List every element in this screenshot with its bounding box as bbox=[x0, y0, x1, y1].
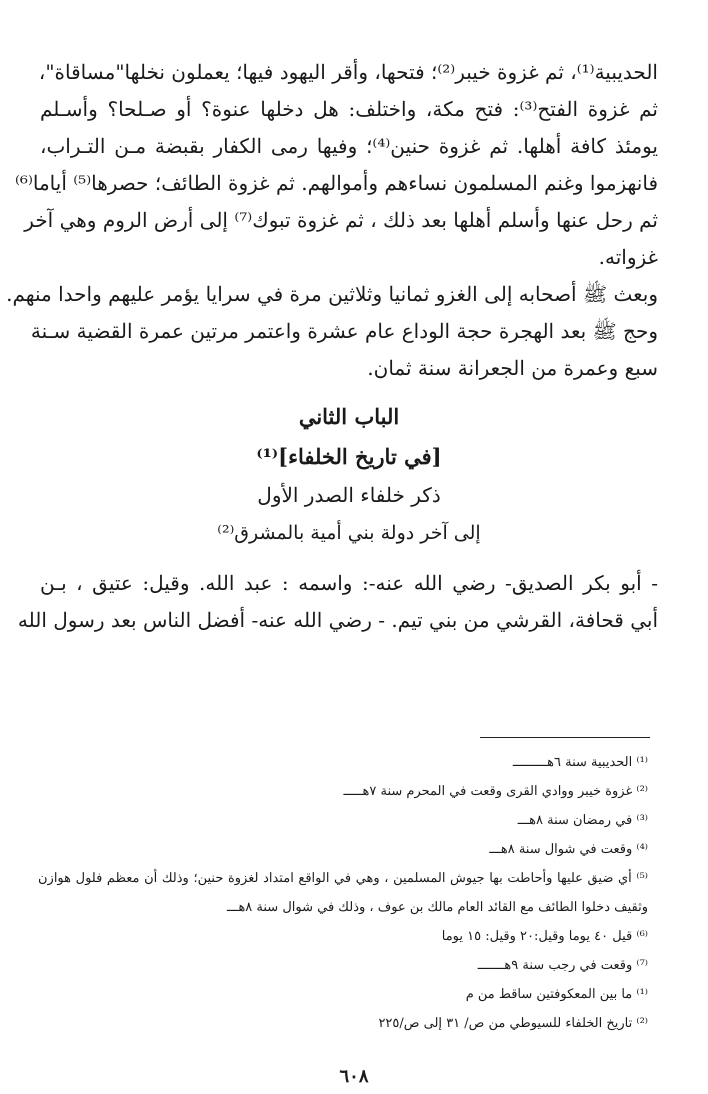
text-line: الحديبية⁽¹⁾، ثم غزوة خيبر⁽²⁾؛ فتحها، وأقر اليهود فيها؛ يعملون نخلها"مساقاة"، bbox=[38, 60, 658, 84]
footnote: ⁽⁴⁾ وقعت في شوال سنة ٨هـــ bbox=[489, 842, 648, 857]
footnote: ⁽²⁾ غزوة خيبر ووادي القرى وقعت في المحرم سنة ٧هـــــ bbox=[343, 784, 648, 799]
page-number: ٦٠٨ bbox=[339, 1066, 369, 1087]
footnote: ⁽⁷⁾ وقعت في رجب سنة ٩هـــــــ bbox=[477, 958, 648, 973]
text-line: غزواته. bbox=[598, 245, 658, 269]
chapter-subtitle: [في تاريخ الخلفاء]⁽¹⁾ bbox=[256, 444, 442, 469]
footnote: ⁽⁶⁾ قيل ٤٠ يوما وقيل:٢٠ وقيل: ١٥ يوما bbox=[441, 929, 648, 944]
text-line: سبع وعمرة من الجعرانة سنة ثمان. bbox=[367, 356, 658, 380]
footnote: ⁽³⁾ في رمضان سنة ٨هـــ bbox=[517, 813, 648, 828]
text-line: أبي قحافة، القرشي من بني تيم. - رضي الله عنه- أفضل الناس بعد رسول الله bbox=[17, 608, 658, 632]
text-line: - أبو بكر الصديق- رضي الله عنه-: واسمه : عبد الله. وقيل: عتيق ، بـن bbox=[40, 571, 658, 595]
footnote: ⁽¹⁾ ما بين المعكوفتين ساقط من م bbox=[465, 987, 648, 1002]
chapter-title: الباب الثاني bbox=[298, 404, 400, 429]
text-line: يومئذ كافة أهلها. ثم غزوة حنين⁽⁴⁾؛ وفيها رمى الكفار بقبضة مـن التـراب، bbox=[40, 134, 658, 158]
footnote: ⁽¹⁾ الحديبية سنة ٦هـــــــــ bbox=[512, 755, 648, 770]
section-subtitle: إلى آخر دولة بني أمية بالمشرق⁽²⁾ bbox=[217, 522, 481, 544]
footnotes bbox=[38, 748, 648, 1038]
footnote: وثقيف دخلوا الطائف مع القائد العام مالك بن عوف ، وذلك في شوال سنة ٨هـــ bbox=[227, 900, 648, 915]
footnote: ⁽²⁾ تاريخ الخلفاء للسيوطي من ص/ ٣١ إلى ص/٢٢٥ bbox=[378, 1016, 648, 1031]
footnote: ⁽⁵⁾ أي ضيق عليها وأحاطت بها جيوش المسلمين ، وهي في الواقع امتداد لغزوة حنين؛ وذلك أن معظم فلول هوازن bbox=[38, 871, 648, 886]
text-line: وبعث ﷺ أصحابه إلى الغزو ثمانيا وثلاثين مرة في سرايا يؤمر عليهم واحدا منهم. bbox=[6, 282, 658, 306]
footnote-separator bbox=[480, 737, 650, 738]
text-line: ثم رحل عنها وأسلم أهلها بعد ذلك ، ثم غزوة تبوك⁽⁷⁾ إلى أرض الروم وهي آخر bbox=[24, 208, 658, 232]
section-title: ذكر خلفاء الصدر الأول bbox=[257, 483, 441, 507]
text-line: ثم غزوة الفتح⁽³⁾: فتح مكة، واختلف: هل دخلها عنوة؟ أو صـلحا؟ وأسـلم bbox=[40, 97, 658, 121]
main-text bbox=[6, 54, 658, 639]
text-line: فانهزموا وغنم المسلمون نساءهم وأموالهم. ثم غزوة الطائف؛ حصرها⁽⁵⁾ أياما⁽⁶⁾ bbox=[15, 171, 658, 195]
text-line: وحج ﷺ بعد الهجرة حجة الوداع عام عشرة واعتمر مرتين عمرة القضية سـنة bbox=[30, 319, 658, 343]
